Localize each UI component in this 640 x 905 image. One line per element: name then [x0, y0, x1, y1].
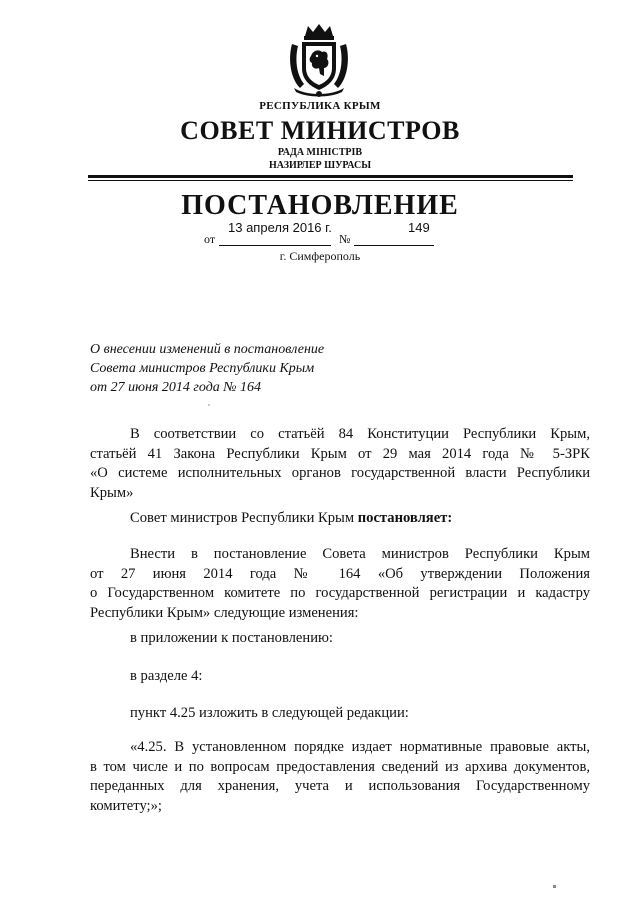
document-city: г. Симферополь: [279, 249, 361, 263]
subject-line: от 27 июня 2014 года № 164: [90, 380, 261, 395]
paragraph-resolves: [130, 510, 452, 527]
paragraph-section: в разделе 4:: [130, 668, 203, 684]
document-number: 149: [408, 220, 430, 235]
paragraph-new-wording: [90, 738, 590, 816]
number-sign: №: [339, 232, 351, 246]
paragraph-line: статьёй 41 Закона Республики Крым от 29 мая 2014 года № 5-ЗРК: [90, 445, 590, 462]
paragraph-line: в том числе и по вопросам предоставления сведений из архива документов,: [90, 758, 590, 775]
council-name-ukrainian: РАДА МІНІСТРІВ: [277, 147, 363, 158]
paragraph-line: «О системе исполнительных органов государственной власти Республики: [90, 465, 590, 481]
council-name: СОВЕТ МИНИСТРОВ: [180, 116, 460, 145]
council-name-crimean-tatar: НАЗИРЛЕР ШУРАСЫ: [268, 160, 372, 171]
scan-speck: [208, 404, 210, 406]
paragraph-line: комитету;»;: [90, 797, 162, 814]
paragraph-line: о Государственном комитете по государственной регистрации и кадастру: [90, 585, 590, 601]
paragraph-amend: [90, 545, 590, 623]
paragraph-line: В соответствии со статьёй 84 Конституции Республики Крым,: [130, 426, 590, 442]
header-rule-thin: [88, 180, 573, 181]
document-date: 13 апреля 2016 г.: [228, 220, 332, 235]
paragraph-appendix: в приложении к постановлению:: [130, 630, 333, 646]
date-number-line: [204, 220, 440, 248]
paragraph-line: Республики Крым» следующие изменения:: [90, 604, 359, 621]
coat-of-arms-icon: [286, 22, 352, 98]
paragraph-line: «4.25. В установленном порядке издает нормативные правовые акты,: [130, 739, 590, 755]
paragraph-line: от 27 июня 2014 года № 164 «Об утверждении Положения: [90, 565, 590, 582]
date-underline: [219, 245, 331, 246]
paragraph-line: Крым»: [90, 484, 134, 501]
republic-name: РЕСПУБЛИКА КРЫМ: [259, 100, 381, 112]
paragraph-line: переданных для хранения, учета и использования Государственному: [90, 778, 590, 794]
paragraph-line: Внести в постановление Совета министров Республики Крым: [130, 546, 590, 562]
subject-line: Совета министров Республики Крым: [90, 361, 315, 376]
scan-speck: [553, 885, 556, 888]
resolves-keyword: постановляет:: [357, 510, 453, 526]
document-title: ПОСТАНОВЛЕНИЕ: [181, 190, 459, 221]
paragraph-clause: пункт 4.25 изложить в следующей редакции:: [130, 705, 409, 721]
header-rule-thick: [88, 175, 573, 178]
paragraph-legal-basis: [90, 425, 590, 503]
resolves-text: Совет министров Республики Крым: [130, 510, 358, 526]
subject-line: О внесении изменений в постановление: [90, 342, 325, 357]
document-subject: [90, 340, 324, 397]
number-underline: [354, 245, 434, 246]
date-prefix: от: [204, 232, 216, 246]
